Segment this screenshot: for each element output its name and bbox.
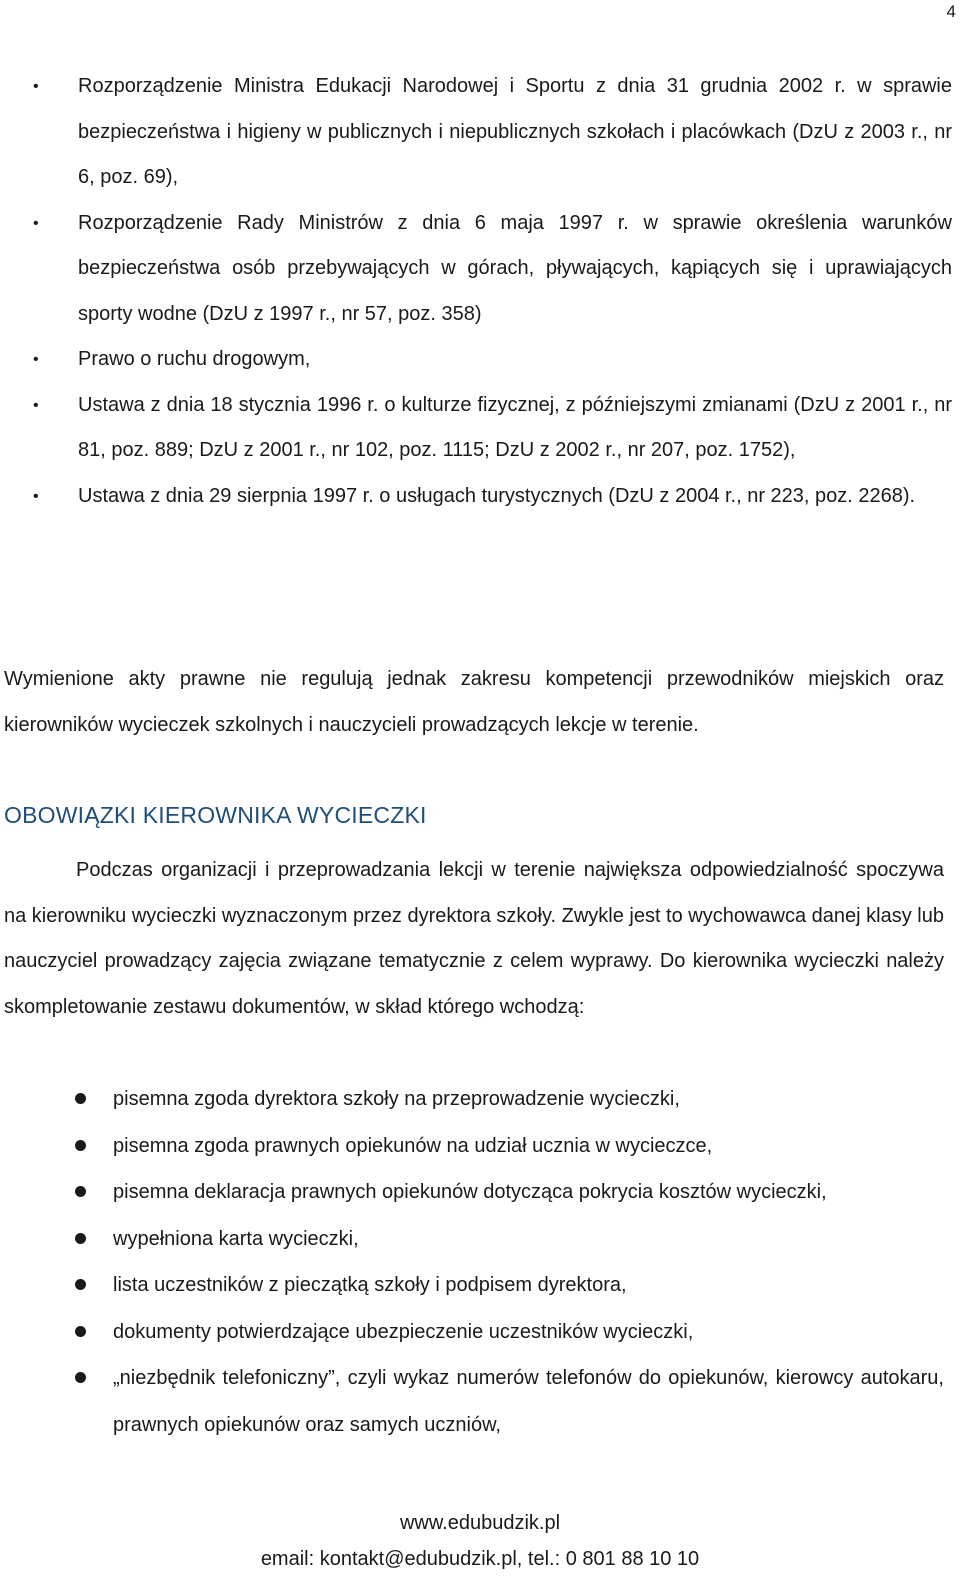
list-item [0, 383, 960, 474]
section-heading: OBOWIĄZKI KIEROWNIKA WYCIECZKI [4, 802, 427, 828]
list-item-text: Prawo o ruchu drogowym, [78, 348, 311, 370]
list-item-text: Rozporządzenie Rady Ministrów z dnia 6 maja 1997 r. w sprawie określenia warunków bezpieczeństwa osób przebywających w górach, pływających, kąpiących się i uprawiających sporty wodne (DzU z 1997 r., nr 57, poz. 358) [78, 211, 952, 325]
bullet-icon [75, 1326, 86, 1337]
list-item [0, 1169, 960, 1216]
bullet-icon: • [33, 487, 39, 505]
documents-list [0, 1076, 960, 1448]
bullet-icon [75, 1372, 86, 1383]
list-item-text: Rozporządzenie Ministra Edukacji Narodowej i Sportu z dnia 31 grudnia 2002 r. w sprawie bezpieczeństwa i higieny w publicznych i niepublicznych szkołach i placówkach (DzU z 2003 r., nr 6, poz. 69), [78, 75, 952, 188]
bullet-icon: • [33, 214, 39, 232]
footer-contact: email: kontakt@edubudzik.pl, tel.: 0 801 88 10 10 [260, 1548, 700, 1570]
list-item-text: pisemna deklaracja prawnych opiekunów dotycząca pokrycia kosztów wycieczki, [113, 1181, 827, 1203]
legal-acts-list [0, 64, 960, 519]
bullet-icon: • [33, 78, 39, 95]
list-item-text: pisemna zgoda prawnych opiekunów na udział ucznia w wycieczce, [113, 1134, 713, 1157]
list-item-text: „niezbędnik telefoniczny”, czyli wykaz numerów telefonów do opiekunów, kierowcy autokaru, prawnych opiekunów oraz samych uczniów, [113, 1367, 944, 1436]
list-item [0, 64, 960, 201]
list-item-text: wypełniona karta wycieczki, [113, 1227, 359, 1250]
page-number: 4 [946, 2, 956, 21]
list-item [0, 1309, 960, 1356]
footer-website[interactable]: www.edubudzik.pl [399, 1512, 561, 1534]
bullet-icon [75, 1186, 86, 1197]
list-item [0, 1123, 960, 1170]
list-item [0, 1216, 960, 1263]
list-item [0, 1355, 960, 1448]
bullet-icon [75, 1093, 86, 1104]
list-item-text: Ustawa z dnia 29 sierpnia 1997 r. o usługach turystycznych (DzU z 2004 r., nr 223, poz. 2268). [78, 484, 916, 507]
list-item [0, 1262, 960, 1309]
bullet-icon: • [33, 351, 39, 368]
list-item-text: lista uczestników z pieczątką szkoły i podpisem dyrektora, [113, 1274, 627, 1296]
list-item [0, 474, 960, 520]
bullet-icon [75, 1233, 86, 1244]
list-item-text: pisemna zgoda dyrektora szkoły na przeprowadzenie wycieczki, [113, 1088, 680, 1110]
summary-paragraph: Wymienione akty prawne nie regulują jednak zakresu kompetencji przewodników miejskich oraz kierowników wycieczek szkolnych i nauczycieli prowadzących lekcje w terenie. [4, 668, 944, 736]
list-item [0, 337, 960, 383]
bullet-icon [75, 1279, 86, 1290]
list-item-text: dokumenty potwierdzające ubezpieczenie uczestników wycieczki, [113, 1320, 694, 1343]
list-item [0, 1076, 960, 1123]
section-paragraph: Podczas organizacji i przeprowadzania lekcji w terenie największa odpowiedzialność spoczywa na kierowniku wycieczki wyznaczonym przez dyrektora szkoły. Zwykle jest to wychowawca danej klasy lub nauczyciel prowadzący zajęcia związane tematycznie z celem wyprawy. Do kierownika wycieczki należy skompletowanie zestawu dokumentów, w skład którego wchodzą: [4, 859, 944, 1018]
list-item [0, 201, 960, 338]
bullet-icon: • [33, 396, 39, 414]
bullet-icon [75, 1140, 86, 1151]
list-item-text: Ustawa z dnia 18 stycznia 1996 r. o kulturze fizycznej, z późniejszymi zmianami (DzU z 2001 r., nr 81, poz. 889; DzU z 2001 r., nr 102, poz. 1115; DzU z 2002 r., nr 207, poz. 1752), [78, 393, 952, 461]
